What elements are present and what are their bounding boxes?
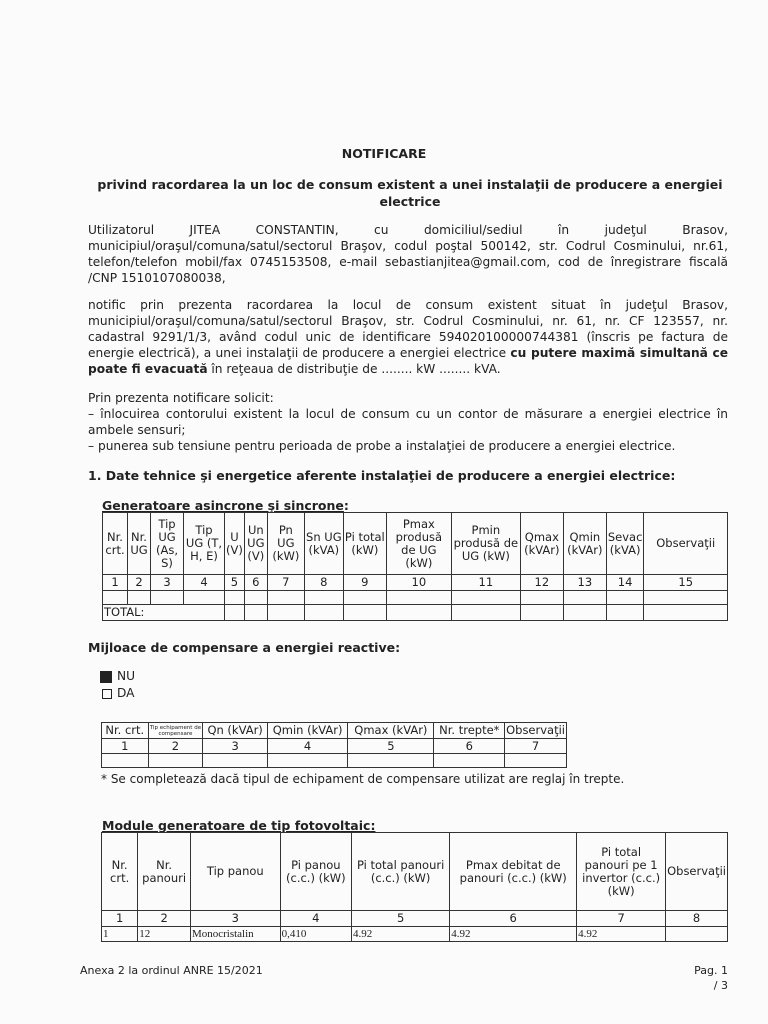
gen-number-cell: 6 (244, 575, 267, 591)
checkbox-checked-icon[interactable] (100, 671, 112, 683)
generators-number-row (103, 575, 728, 591)
gen-empty-cell (225, 605, 245, 621)
gen-header-cell: Pmin produsă de UG (kW) (451, 513, 520, 575)
gen-number-cell: 4 (184, 575, 225, 591)
generators-empty-row (103, 591, 728, 605)
gen-number-cell: 2 (128, 575, 151, 591)
compensation-heading (88, 640, 400, 655)
gen-header-cell: Nr. crt. (103, 513, 128, 575)
comp-number-cell: 7 (505, 739, 567, 754)
gen-number-cell: 15 (644, 575, 728, 591)
request-item-2: – punerea sub tensiune pentru perioada de probe a instalaţiei de producere a energiei electrice. (88, 439, 676, 453)
compensation-number-row (102, 739, 567, 754)
generators-heading-text: Generatoare asincrone şi sincrone (102, 498, 344, 513)
generators-heading-colon: : (343, 498, 349, 513)
gen-header-cell: Qmax (kVAr) (520, 513, 563, 575)
notification-bold-text: cu putere maximă simultană ce poate fi evacuată (88, 346, 728, 376)
pv-data-cell (666, 927, 728, 942)
compensation-heading-text: Mijloace de compensare a energiei reactive (88, 640, 396, 655)
document-title: NOTIFICARE (341, 146, 427, 161)
gen-empty-cell (644, 591, 728, 605)
gen-empty-cell (644, 605, 728, 621)
option-nu[interactable] (100, 669, 135, 683)
gen-empty-cell (304, 605, 343, 621)
gen-header-cell: Pi total (kW) (343, 513, 386, 575)
gen-number-cell: 3 (151, 575, 184, 591)
comp-number-cell: 2 (148, 739, 203, 754)
comp-empty-cell (267, 754, 347, 768)
comp-header-cell: Observaţii (506, 723, 565, 737)
gen-empty-cell (343, 605, 386, 621)
compensation-header-row (102, 723, 567, 739)
pv-number-cell: 1 (102, 911, 138, 927)
comp-empty-cell (203, 754, 268, 768)
gen-empty-cell (520, 591, 563, 605)
gen-empty-cell (244, 591, 267, 605)
checkbox-empty-icon[interactable] (102, 689, 112, 699)
pv-header-row (102, 833, 728, 911)
pv-number-cell: 8 (666, 911, 728, 927)
footer-page-total: / 3 (713, 979, 728, 992)
pv-number-cell: 2 (138, 911, 191, 927)
pv-header-cell: Pi total panouri (c.c.) (kW) (351, 833, 449, 911)
pv-header-cell: Pi panou (c.c.) (kW) (280, 833, 351, 911)
gen-header-cell: Tip UG (T, H, E) (184, 513, 225, 575)
option-da-label: DA (117, 686, 135, 700)
pv-header-cell: Pi total panouri pe 1 invertor (c.c.) (kW) (577, 833, 666, 911)
pv-heading-text: Module generatoare de tip fotovoltaic (102, 818, 371, 833)
gen-header-cell: Qmin (kVAr) (563, 513, 606, 575)
request-item-1: – înlocuirea contorului existent la locul de consum cu un contor de măsurare a energiei electrice în ambele sensuri; (88, 407, 728, 437)
gen-empty-cell (103, 591, 128, 605)
notification-paragraph (88, 297, 728, 377)
pv-data-cell: 4.92 (577, 927, 666, 942)
comp-header-cell: Qmin (kVAr) (267, 723, 347, 739)
comp-number-cell: 5 (348, 739, 434, 754)
gen-empty-cell (451, 591, 520, 605)
gen-empty-cell (386, 605, 451, 621)
comp-number-cell: 4 (267, 739, 347, 754)
gen-empty-cell (606, 605, 644, 621)
gen-total-label: TOTAL: (103, 605, 225, 621)
gen-header-cell: Sn UG (kVA) (304, 513, 343, 575)
user-details-paragraph: Utilizatorul JITEA CONSTANTIN, cu domiciliul/sediul în judeţul Brasov, municipiul/oraşul/comuna/satul/sectorul Braşov, codul poştal 500142, str. Codrul Cosminului, nr.61, telefon/telefon mobil/fax 0745153508, e-mail sebastianjitea@gmail.com, cod de înregistrare fiscală /CNP 1510107080038, (88, 223, 728, 285)
pv-data-cell: 12 (138, 927, 191, 942)
comp-number-cell: 3 (203, 739, 268, 754)
comp-number-cell: 1 (102, 739, 149, 754)
generators-total-row (103, 605, 728, 621)
request-intro: Prin prezenta notificare solicit: (88, 391, 274, 405)
pv-data-row (102, 927, 728, 942)
gen-empty-cell (184, 591, 225, 605)
gen-number-cell: 1 (103, 575, 128, 591)
gen-empty-cell (128, 591, 151, 605)
pv-number-cell: 3 (190, 911, 280, 927)
pv-data-cell: 4.92 (450, 927, 577, 942)
comp-header-cell: Nr. trepte* (434, 723, 505, 739)
option-nu-label: NU (117, 669, 136, 683)
pv-heading (102, 818, 375, 833)
generators-heading (102, 498, 349, 513)
pv-heading-colon: : (370, 818, 376, 833)
comp-number-cell: 6 (434, 739, 505, 754)
gen-number-cell: 13 (563, 575, 606, 591)
pv-number-cell: 4 (280, 911, 351, 927)
gen-empty-cell (606, 591, 644, 605)
gen-empty-cell (225, 591, 245, 605)
pv-data-cell: 4.92 (351, 927, 449, 942)
notification-text: notific prin prezenta racordarea la locul de consum existent situat în judeţul Brasov, municipiul/oraşul/comuna/satul/sectorul Braşov, str. Codrul Cosminului, nr. 61, nr. CF 123557, nr. cadastral 9291/1/3, având codul unic de identificare 594020100000744381 (înscris pe factura de energie electrică), a unei instalaţii de producere a energiei electrice (88, 298, 728, 360)
pv-header-cell: Tip panou (190, 833, 280, 911)
comp-empty-cell (148, 754, 203, 768)
document-subtitle: privind racordarea la un loc de consum existent a unei instalaţii de producere a energiei electrice (97, 177, 723, 209)
pv-header-cell: Nr. crt. (102, 833, 138, 911)
comp-empty-cell (434, 754, 505, 768)
pv-data-cell: Monocristalin (190, 927, 280, 942)
gen-number-cell: 7 (267, 575, 304, 591)
gen-header-cell: U (V) (225, 513, 245, 575)
comp-empty-cell (348, 754, 434, 768)
pv-table (101, 832, 728, 942)
compensation-empty-row (102, 754, 567, 768)
comp-empty-cell (102, 754, 149, 768)
notification-text-end: în reţeaua de distribuţie de ........ kW ........ kVA. (207, 362, 501, 376)
gen-empty-cell (267, 605, 304, 621)
gen-number-cell: 9 (343, 575, 386, 591)
section-1-heading: 1. Date tehnice şi energetice aferente instalaţiei de producere a energiei electrice: (88, 468, 676, 483)
generators-table (102, 512, 728, 621)
option-da[interactable] (102, 686, 135, 700)
pv-number-cell: 7 (577, 911, 666, 927)
gen-empty-cell (386, 591, 451, 605)
gen-empty-cell (151, 591, 184, 605)
comp-empty-cell (505, 754, 567, 768)
comp-header-cell: Qmax (kVAr) (348, 723, 434, 739)
pv-number-cell: 5 (351, 911, 449, 927)
compensation-table (101, 722, 567, 768)
pv-number-cell: 6 (450, 911, 577, 927)
pv-number-row (102, 911, 728, 927)
comp-header-cell: Tip echipament de compensare (149, 724, 202, 737)
gen-empty-cell (520, 605, 563, 621)
comp-header-cell: Qn (kVAr) (203, 723, 268, 739)
gen-number-cell: 14 (606, 575, 644, 591)
pv-header-cell: Observaţii (666, 833, 728, 911)
pv-header-cell: Nr. panouri (138, 833, 191, 911)
gen-header-cell: Observaţii (644, 513, 728, 575)
gen-number-cell: 11 (451, 575, 520, 591)
pv-data-cell: 1 (102, 927, 138, 942)
gen-number-cell: 12 (520, 575, 563, 591)
gen-header-cell: Tip UG (As, S) (151, 513, 184, 575)
pv-header-cell: Pmax debitat de panouri (c.c.) (kW) (450, 833, 577, 911)
gen-empty-cell (244, 605, 267, 621)
gen-empty-cell (563, 591, 606, 605)
footer-page-number: Pag. 1 (694, 964, 728, 977)
gen-header-cell: Sevac (kVA) (606, 513, 644, 575)
compensation-heading-colon: : (395, 640, 401, 655)
gen-empty-cell (563, 605, 606, 621)
gen-number-cell: 10 (386, 575, 451, 591)
gen-header-cell: Pn UG (kW) (267, 513, 304, 575)
gen-empty-cell (267, 591, 304, 605)
gen-number-cell: 5 (225, 575, 245, 591)
gen-empty-cell (343, 591, 386, 605)
compensation-footnote: * Se completează dacă tipul de echipament de compensare utilizat are reglaj în trepte. (101, 772, 625, 786)
comp-header-cell: Nr. crt. (102, 723, 149, 739)
gen-header-cell: Un UG (V) (244, 513, 267, 575)
gen-number-cell: 8 (304, 575, 343, 591)
gen-empty-cell (304, 591, 343, 605)
generators-header-row (103, 513, 728, 575)
gen-header-cell: Nr. UG (128, 513, 151, 575)
pv-data-cell: 0,410 (280, 927, 351, 942)
gen-header-cell: Pmax produsă de UG (kW) (386, 513, 451, 575)
gen-empty-cell (451, 605, 520, 621)
footer-annex: Anexa 2 la ordinul ANRE 15/2021 (80, 964, 263, 977)
